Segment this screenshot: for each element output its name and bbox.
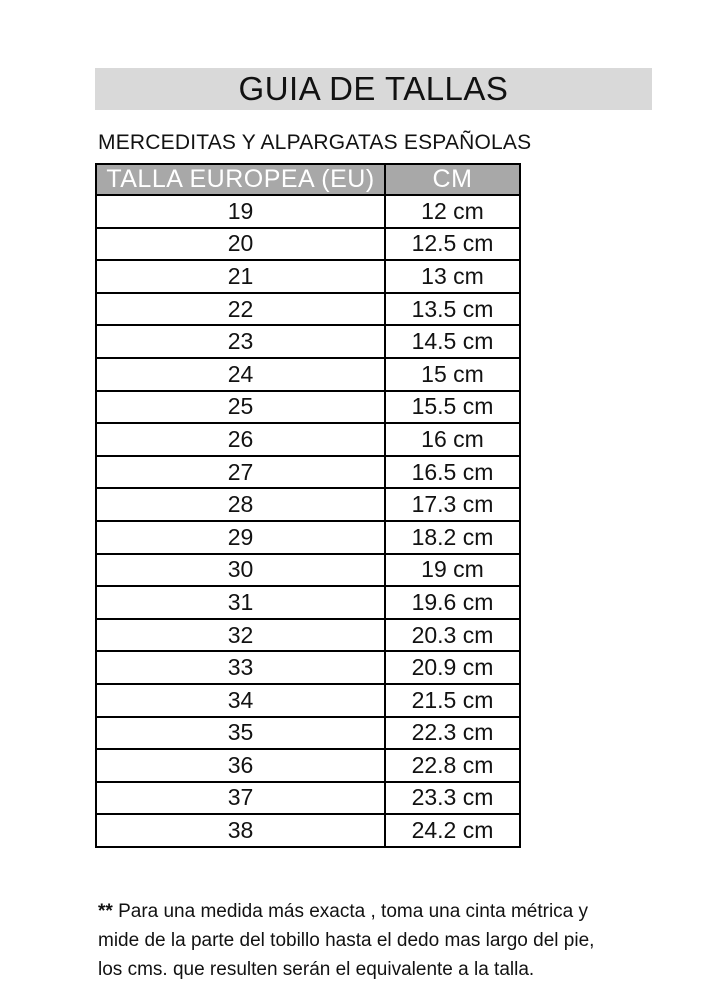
table-row (96, 651, 520, 684)
cm-value-cell: 15.5 cm (385, 391, 520, 424)
table-row (96, 325, 520, 358)
title-banner (95, 68, 652, 110)
table-row (96, 814, 520, 847)
cm-value-cell: 13 cm (385, 260, 520, 293)
table-row (96, 260, 520, 293)
cm-value-cell: 23.3 cm (385, 782, 520, 815)
table-row (96, 293, 520, 326)
cm-value-cell: 18.2 cm (385, 521, 520, 554)
table-row (96, 554, 520, 587)
eu-size-cell: 29 (96, 521, 385, 554)
table-row (96, 684, 520, 717)
eu-size-cell: 34 (96, 684, 385, 717)
cm-value-cell: 15 cm (385, 358, 520, 391)
cm-value-cell: 24.2 cm (385, 814, 520, 847)
cm-value-cell: 20.9 cm (385, 651, 520, 684)
table-row (96, 717, 520, 750)
table-row (96, 749, 520, 782)
cm-value-cell: 21.5 cm (385, 684, 520, 717)
table-row (96, 358, 520, 391)
eu-size-cell: 36 (96, 749, 385, 782)
eu-size-cell: 33 (96, 651, 385, 684)
cm-value-cell: 16 cm (385, 423, 520, 456)
eu-size-cell: 31 (96, 586, 385, 619)
table-row (96, 228, 520, 261)
eu-size-cell: 21 (96, 260, 385, 293)
cm-column-header: CM (385, 164, 520, 195)
cm-value-cell: 19 cm (385, 554, 520, 587)
table-row (96, 423, 520, 456)
eu-size-cell: 35 (96, 717, 385, 750)
eu-size-cell: 23 (96, 325, 385, 358)
eu-size-cell: 38 (96, 814, 385, 847)
cm-value-cell: 13.5 cm (385, 293, 520, 326)
footnote-line-2: mide de la parte del tobillo hasta el dedo mas largo del pie, (98, 930, 595, 951)
subtitle: MERCEDITAS Y ALPARGATAS ESPAÑOLAS (98, 131, 532, 154)
eu-size-cell: 24 (96, 358, 385, 391)
eu-size-column-header: TALLA EUROPEA (EU) (96, 164, 385, 195)
footnote-marker: ** (98, 901, 113, 922)
footnote-line-1-text: Para una medida más exacta , toma una cinta métrica y (118, 901, 589, 922)
cm-value-cell: 19.6 cm (385, 586, 520, 619)
cm-value-cell: 14.5 cm (385, 325, 520, 358)
eu-size-cell: 27 (96, 456, 385, 489)
table-row (96, 456, 520, 489)
cm-value-cell: 16.5 cm (385, 456, 520, 489)
cm-value-cell: 22.8 cm (385, 749, 520, 782)
cm-value-cell: 22.3 cm (385, 717, 520, 750)
eu-size-cell: 28 (96, 488, 385, 521)
eu-size-cell: 22 (96, 293, 385, 326)
eu-size-cell: 32 (96, 619, 385, 652)
table-row (96, 586, 520, 619)
table-row (96, 195, 520, 228)
footnote-line-1 (98, 897, 643, 926)
size-table (95, 163, 521, 848)
page-title: GUIA DE TALLAS (238, 70, 509, 107)
eu-size-cell: 25 (96, 391, 385, 424)
eu-size-cell: 26 (96, 423, 385, 456)
table-header-row (96, 164, 520, 195)
table-row (96, 488, 520, 521)
footnote (98, 897, 643, 984)
table-row (96, 619, 520, 652)
table-row (96, 391, 520, 424)
cm-value-cell: 20.3 cm (385, 619, 520, 652)
table-row (96, 782, 520, 815)
cm-value-cell: 12.5 cm (385, 228, 520, 261)
eu-size-cell: 37 (96, 782, 385, 815)
table-row (96, 521, 520, 554)
eu-size-cell: 19 (96, 195, 385, 228)
eu-size-cell: 20 (96, 228, 385, 261)
footnote-line-3: los cms. que resulten serán el equivalente a la talla. (98, 959, 535, 980)
cm-value-cell: 17.3 cm (385, 488, 520, 521)
cm-value-cell: 12 cm (385, 195, 520, 228)
eu-size-cell: 30 (96, 554, 385, 587)
